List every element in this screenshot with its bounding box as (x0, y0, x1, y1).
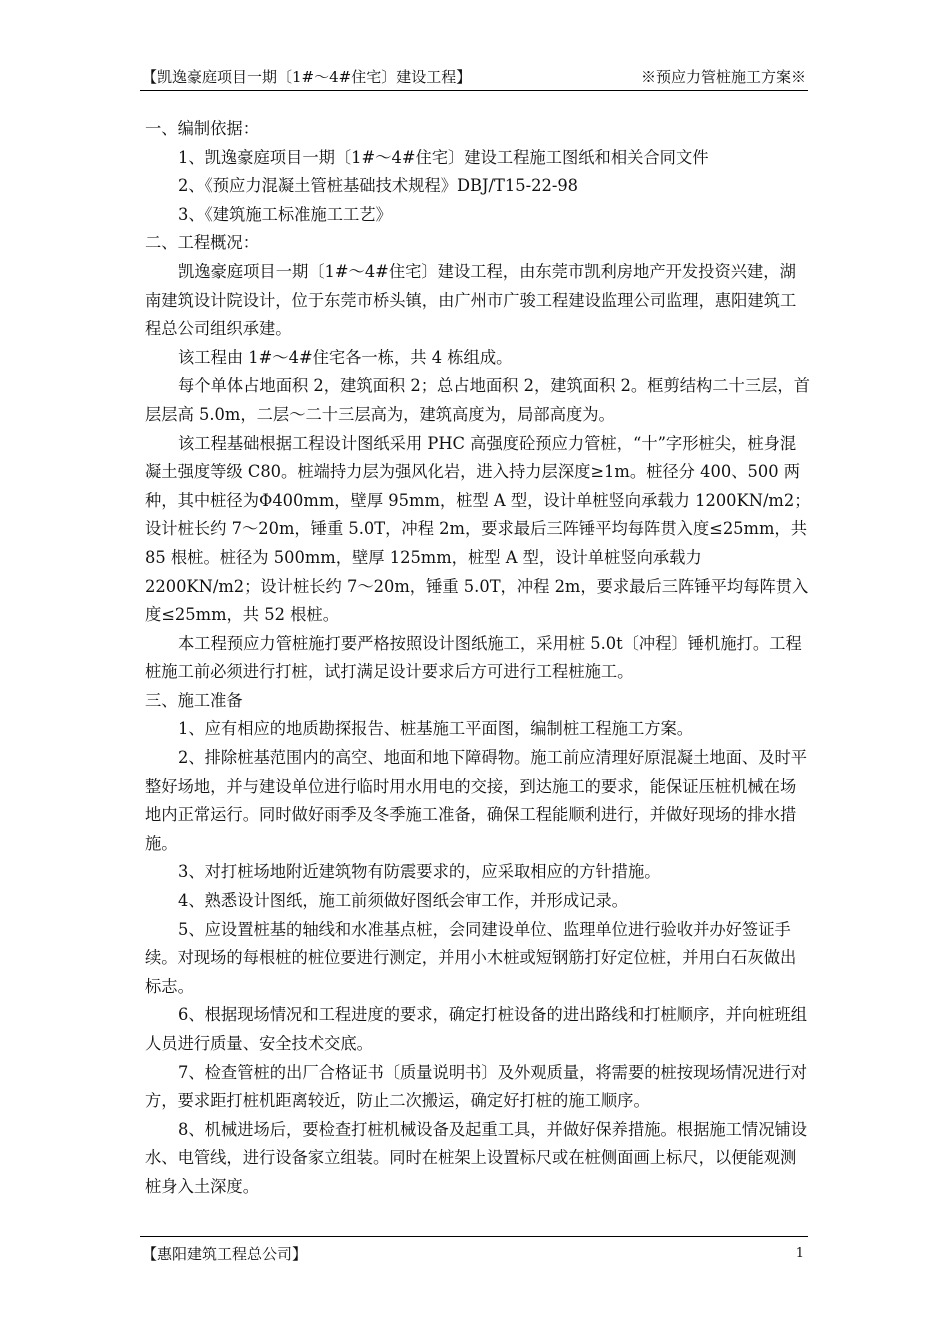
paragraph: 3、对打桩场地附近建筑物有防震要求的，应采取相应的方针措施。 (178, 862, 661, 882)
paragraph: 7、检查管桩的出厂合格证书〔质量说明书〕及外观质量，将需要的桩按现场情况进行对方，要求距打桩机距离较近，防止二次搬运，确定好打桩的施工顺序。 (145, 1062, 808, 1111)
paragraph: 该工程基础根据工程设计图纸采用 PHC 高强度砼预应力管桩，“十”字形桩尖，桩身混凝土强度等级 C80。桩端持力层为强风化岩，进入持力层深度≥1m。桩径分 400、500 两种，其中桩径为Φ400mm，壁厚 95mm，桩型 A 型，设计单桩竖向承载力 1200KN/m2；设计桩长约 7～20m，锤重 5.0T，冲程 2m，要求最后三阵锤平均每阵贯入度≤25mm，共 85 根桩。桩径为 500mm，壁厚 125mm，桩型 A 型，设计单桩竖向承载力 2200KN/m2；设计桩长约 7～20m，锤重 5.0T，冲程 2m，要求最后三阵锤平均每阵贯入度≤25mm，共 52 根桩。 (145, 433, 811, 625)
section-heading-basis: 一、编制依据： (145, 119, 259, 138)
paragraph: 6、根据现场情况和工程进度的要求，确定打桩设备的进出路线和打桩顺序，并向桩班组人员进行质量、安全技术交底。 (145, 1005, 808, 1053)
document-body (145, 115, 811, 1202)
paragraph: 该工程由 1#～4#住宅各一栋，共 4 栋组成。 (178, 347, 513, 367)
page-header (140, 64, 808, 91)
paragraph: 4、熟悉设计图纸，施工前须做好图纸会审工作，并形成记录。 (178, 891, 628, 911)
section-heading-overview: 二、工程概况： (145, 233, 259, 253)
paragraph: 每个单体占地面积 2，建筑面积 2；总占地面积 2，建筑面积 2。框剪结构二十三层，首层层高 5.0m，二层～二十三层高为，建筑高度为，局部高度为。 (145, 376, 810, 424)
paragraph: 8、机械进场后，要检查打桩机械设备及起重工具，并做好保养措施。根据施工情况铺设水、电管线，进行设备家立组装。同时在桩架上设置标尺或在桩侧面画上标尺，以便能观测桩身入土深度。 (145, 1119, 808, 1196)
paragraph: 5、应设置桩基的轴线和水准基点桩，会同建设单位、监理单位进行验收并办好签证手续。对现场的每根桩的桩位要进行测定，并用小木桩或短钢筋打好定位桩，并用白石灰做出标志。 (145, 919, 797, 996)
paragraph: 1、应有相应的地质勘探报告、桩基施工平面图，编制桩工程施工方案。 (178, 719, 694, 739)
section-heading-preparation: 三、施工准备 (145, 690, 243, 710)
footer-company-name: 【惠阳建筑工程总公司】 (142, 1245, 308, 1263)
page-footer (140, 1236, 808, 1263)
header-project-title: 【凯逸豪庭项目一期〔1#～4#住宅〕建设工程】 (142, 68, 472, 86)
page-number: 1 (795, 1246, 804, 1261)
paragraph: 2、排除桩基范围内的高空、地面和地下障碍物。施工前应清理好原混凝土地面、及时平整好场地，并与建设单位进行临时用水用电的交接，到达施工的要求，能保证压桩机械在场地内正常运行。同时做好雨季及冬季施工准备，确保工程能顺利进行，并做好现场的排水措施。 (145, 748, 808, 853)
paragraph: 2、《预应力混凝土管桩基础技术规程》DBJ/T15-22-98 (178, 176, 579, 196)
header-document-title: ※预应力管桩施工方案※ (640, 68, 806, 86)
paragraph: 本工程预应力管桩施打要严格按照设计图纸施工，采用桩 5.0t〔冲程〕锤机施打。工程桩施工前必须进行打桩，试打满足设计要求后方可进行工程桩施工。 (145, 633, 802, 682)
paragraph: 1、凯逸豪庭项目一期〔1#～4#住宅〕建设工程施工图纸和相关合同文件 (178, 147, 709, 167)
paragraph: 凯逸豪庭项目一期〔1#～4#住宅〕建设工程，由东莞市凯利房地产开发投资兴建，湖南建筑设计院设计，位于东莞市桥头镇，由广州市广骏工程建设监理公司监理，惠阳建筑工程总公司组织承建。 (145, 261, 797, 339)
paragraph: 3、《建筑施工标准施工工艺》 (178, 204, 392, 224)
